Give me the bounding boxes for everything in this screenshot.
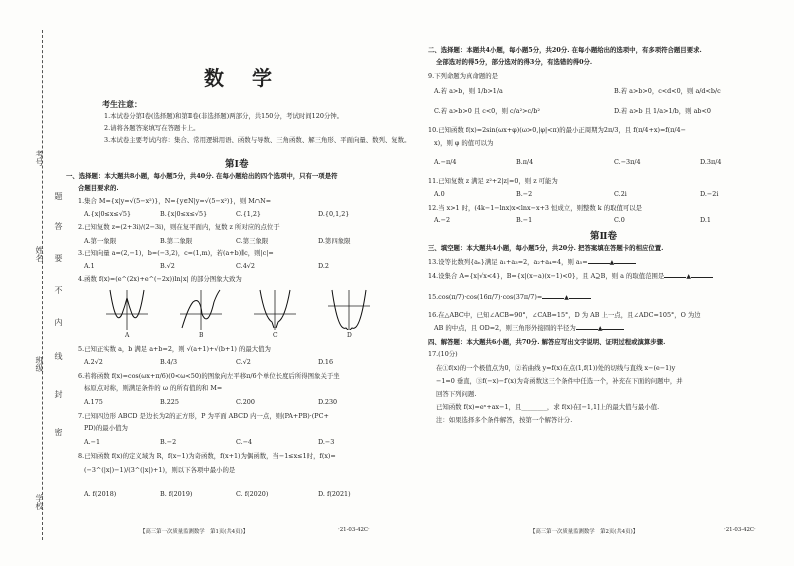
option: D.3π/4 <box>700 158 722 166</box>
seal-mark: 内 <box>54 318 63 326</box>
graph-b <box>178 288 224 330</box>
question-stem: 11.已知复数 z 满足 z²+2|z|=0，则 z 可能为 <box>428 177 558 185</box>
option: B.π/4 <box>516 158 534 166</box>
option: C.200 <box>236 398 255 406</box>
part-heading: 第Ⅰ卷 <box>225 159 249 170</box>
binding-margin <box>0 0 68 566</box>
option: D.1 <box>700 216 711 224</box>
graph-label: B <box>199 332 204 339</box>
section-intro: 合题目要求的. <box>78 184 119 192</box>
answer-blank <box>691 271 713 278</box>
option: A.若 a>b，则 1/b>1/a <box>434 87 503 95</box>
answer-blank <box>576 323 598 330</box>
option: B.4/3 <box>160 358 178 366</box>
option: C.0 <box>614 216 625 224</box>
option: D.若 a>b 且 1/a>1/b，则 ab<0 <box>614 107 711 115</box>
question-line: 在①f(x)的一个极值点为0，②若曲线 y=f(x)在点(1,f(1))处的切线与直线 x−(e−1)y <box>436 364 676 372</box>
graph-c <box>252 288 298 330</box>
footer-left: 【高三第一次质量监测数学 第1页(共4页)】 <box>140 529 249 535</box>
question-stem: 5.已知正实数 a，b 满足 a+b=2，则 √(a+1)+√(b+1) 的最大值为 <box>78 345 271 353</box>
option: C.2i <box>614 190 627 198</box>
graph-label: A <box>125 332 130 339</box>
page-title: 数学 <box>204 66 300 90</box>
option: B.225 <box>160 398 179 406</box>
answer-blank <box>569 292 591 299</box>
option: B.若 a>b>0，c<d<0，则 a/d<b/c <box>614 87 721 95</box>
fill-question <box>434 323 624 333</box>
section-intro: 四、解答题：本大题共6小题，共70分. 解答应写出文字说明、证明过程或演算步骤. <box>428 338 666 346</box>
option: B.√2 <box>160 262 175 270</box>
notice-line: 3.本试卷主要考试内容：集合、常用逻辑用语、函数与导数、三角函数、解三角形、平面向量、数列、复数。 <box>104 136 411 144</box>
notice-line: 1.本试卷分第Ⅰ卷(选择题)和第Ⅱ卷(非选择题)两部分，共150分，考试时间120分钟。 <box>104 112 344 120</box>
graph-label: D <box>347 332 352 339</box>
option: A.{x|0≤x≤√5} <box>84 210 132 218</box>
option: A.2√2 <box>84 358 103 366</box>
seal-mark: 封 <box>54 390 63 398</box>
question-stem-cont: 标原点对称，则满足条件的 ω 的所有值的和 M= <box>84 384 223 392</box>
option: C.−4 <box>236 438 253 446</box>
question-text: 13.设等比数列{aₙ}满足 a₁+a₃=2，a₂+a₄=4，则 a₅= <box>428 258 588 266</box>
option: D.2 <box>318 262 329 270</box>
question-stem: 8.已知函数 f(x)的定义域为 R，f(x−1)为奇函数，f(x+1)为偶函数，当−1≤x≤1时，f(x)= <box>78 452 336 460</box>
option: A.1 <box>84 262 95 270</box>
option: A.−2 <box>434 216 451 224</box>
option: C.第三象限 <box>236 237 269 245</box>
graph-label: C <box>273 332 278 339</box>
answer-blank <box>664 271 686 278</box>
option: A.−1 <box>84 438 101 446</box>
option: D.−3 <box>318 438 335 446</box>
question-stem-cont: PD)的最小值为 <box>84 424 128 432</box>
seal-mark: 要 <box>54 254 63 262</box>
option: A.−π/4 <box>434 158 457 166</box>
question-line: 回答下列问题. <box>436 390 477 398</box>
option: D.230 <box>318 398 338 406</box>
option: B.−2 <box>160 438 177 446</box>
answer-blank <box>588 257 610 264</box>
section-intro: 二、选择题：本题共4小题，每小题5分，共20分. 在每小题给出的选项中，有多项符合题目要求. <box>428 46 702 54</box>
notice-heading: 考生注意： <box>102 99 142 109</box>
seal-mark: 答 <box>54 222 63 230</box>
section-intro: 三、填空题：本大题共4小题，每小题5分，共20分. 把答案填在答题卡的相应位置. <box>428 244 664 252</box>
question-stem: 10.已知函数 f(x)=2sin(ωx+φ)(ω>0,|φ|<π)的最小正周期为2π/3，且 f(π/4+x)=f(π/4− <box>428 126 686 134</box>
question-head: 17.(10分) <box>428 350 458 358</box>
question-stem: 6.若将函数 f(x)=cos(ωx+π/6)(0<ω<50)的图象向左平移π/6个单位长度后所得图象关于坐 <box>78 372 340 380</box>
blank-marker-icon: ▲ <box>597 325 603 332</box>
binding-label-name: 姓名 <box>35 246 44 262</box>
question-line: 注：如果选择多个条件解答，按第一个解答计分. <box>436 416 573 424</box>
question-text: 14.设集合 A={x|√x<4}，B={x|(x−a)(x−1)<0}，且 A⊇B，则 a 的取值范围是 <box>428 272 665 280</box>
question-line: 已知函数 f(x)=eˣ+ax−1，且________，求 f(x)在[−1,1]上的最大值与最小值. <box>436 403 660 411</box>
option: A.0 <box>434 190 445 198</box>
part-heading: 第Ⅱ卷 <box>590 231 618 242</box>
seal-mark: 密 <box>54 428 63 436</box>
option: B.−1 <box>516 216 533 224</box>
option: C.−3π/4 <box>614 158 641 166</box>
option: A.第一象限 <box>84 237 117 245</box>
seal-mark: 不 <box>54 286 63 294</box>
option: B. f(2019) <box>160 490 193 498</box>
option: A.175 <box>84 398 103 406</box>
graph-d <box>326 288 372 330</box>
seal-mark: 线 <box>54 352 63 360</box>
blank-marker-icon: ▲ <box>686 273 691 280</box>
question-stem: 9.下列命题为真命题的是 <box>428 72 499 80</box>
option: D.−2i <box>700 190 719 198</box>
question-stem-cont: (−3^(|x|)−1)/(3^(|x|)+1)，则以下各项中最小的是 <box>84 466 236 474</box>
option: C.4√2 <box>236 262 255 270</box>
option: B.第二象限 <box>160 237 193 245</box>
seal-mark: 题 <box>54 192 63 200</box>
answer-blank <box>614 257 636 264</box>
question-stem-cont: x)，则 φ 的值可以为 <box>434 139 494 147</box>
footer-code: ·21-03-42C· <box>724 527 756 533</box>
right-page <box>400 0 794 566</box>
option: D.16 <box>318 358 334 366</box>
option: D. f(2021) <box>318 490 351 498</box>
option: D.第四象限 <box>318 237 351 245</box>
binding-label-school: 学校 <box>35 494 44 510</box>
fill-question <box>428 271 713 281</box>
notice-line: 2.请将各题答案填写在答题卡上。 <box>104 124 200 132</box>
blank-marker-icon: ▲ <box>609 259 615 266</box>
footer-left: 【高三第一次质量监测数学 第2页(共4页)】 <box>530 529 639 535</box>
question-stem: 4.函数 f(x)=(e^(2x)+e^(−2x))ln|x| 的部分图象大致为 <box>78 275 242 283</box>
binding-label-class: 班级 <box>35 356 44 372</box>
section-intro: 全部选对的得5分，部分选对的得3分，有选错的得0分. <box>436 58 593 66</box>
answer-blank <box>602 323 624 330</box>
option: B.{x|0≤x≤√5} <box>160 210 208 218</box>
question-text: AB 的中点，且 OD=2，则三角形外接圆的半径为 <box>434 324 576 332</box>
option: C.若 a>b>0 且 c<0，则 c/a²>c/b² <box>434 107 540 115</box>
question-text: 15.cos(π/7)·cos(16π/7)·cos(37π/7)= <box>428 293 543 301</box>
question-line: −1=0 垂直，③f(−x)−f′(x)为奇函数这三个条件中任选一个，补充在下面的问题中，并 <box>436 377 683 385</box>
answer-blank <box>542 292 564 299</box>
option: C.√2 <box>236 358 251 366</box>
fill-question <box>428 257 636 267</box>
question-stem: 1.集合 M={x|y=√(5−x²)}，N={y∈N|y=√(5−x²)}，则 M∩N= <box>78 197 272 205</box>
seal-line <box>42 30 43 540</box>
section-intro: 一、选择题：本大题共8小题，每小题5分，共40分. 在每小题给出的四个选项中，只有一项是符 <box>66 172 338 180</box>
option: C. f(2020) <box>236 490 269 498</box>
footer-code: ·21-03-42C· <box>338 527 370 533</box>
question-stem: 2.已知复数 z=(2+3i)/(2−3i)，则在复平面内，复数 z 所对应的点位于 <box>78 223 280 231</box>
option: D.{0,1,2} <box>318 210 350 218</box>
fill-question <box>428 292 591 302</box>
blank-marker-icon: ▲ <box>564 294 569 301</box>
question-stem: 16.在△ABC中，已知∠ACB=90°，∠CAB=15°，D 为 AB 上一点，且∠ADC=105°，O 为边 <box>428 311 701 319</box>
question-stem: 3.已知向量 a=(2,−1)，b=(−3,2)，c=(1,m)，若(a+b)∥c，则|c|= <box>78 249 274 257</box>
option: A. f(2018) <box>84 490 117 498</box>
graph-a <box>104 288 150 330</box>
question-stem: 7.已知四边形 ABCD 是边长为2的正方形，P 为平面 ABCD 内一点，则(PA+PB)·(PC+ <box>78 412 329 420</box>
option: B.−2 <box>516 190 533 198</box>
binding-label-exam-no: 考号 <box>35 150 44 166</box>
option: C.{1,2} <box>236 210 261 218</box>
question-stem: 12.当 x>1 时，(4k−1−lnx)x<lnx−x+3 恒成立，则整数 k 的取值可以是 <box>428 204 643 212</box>
